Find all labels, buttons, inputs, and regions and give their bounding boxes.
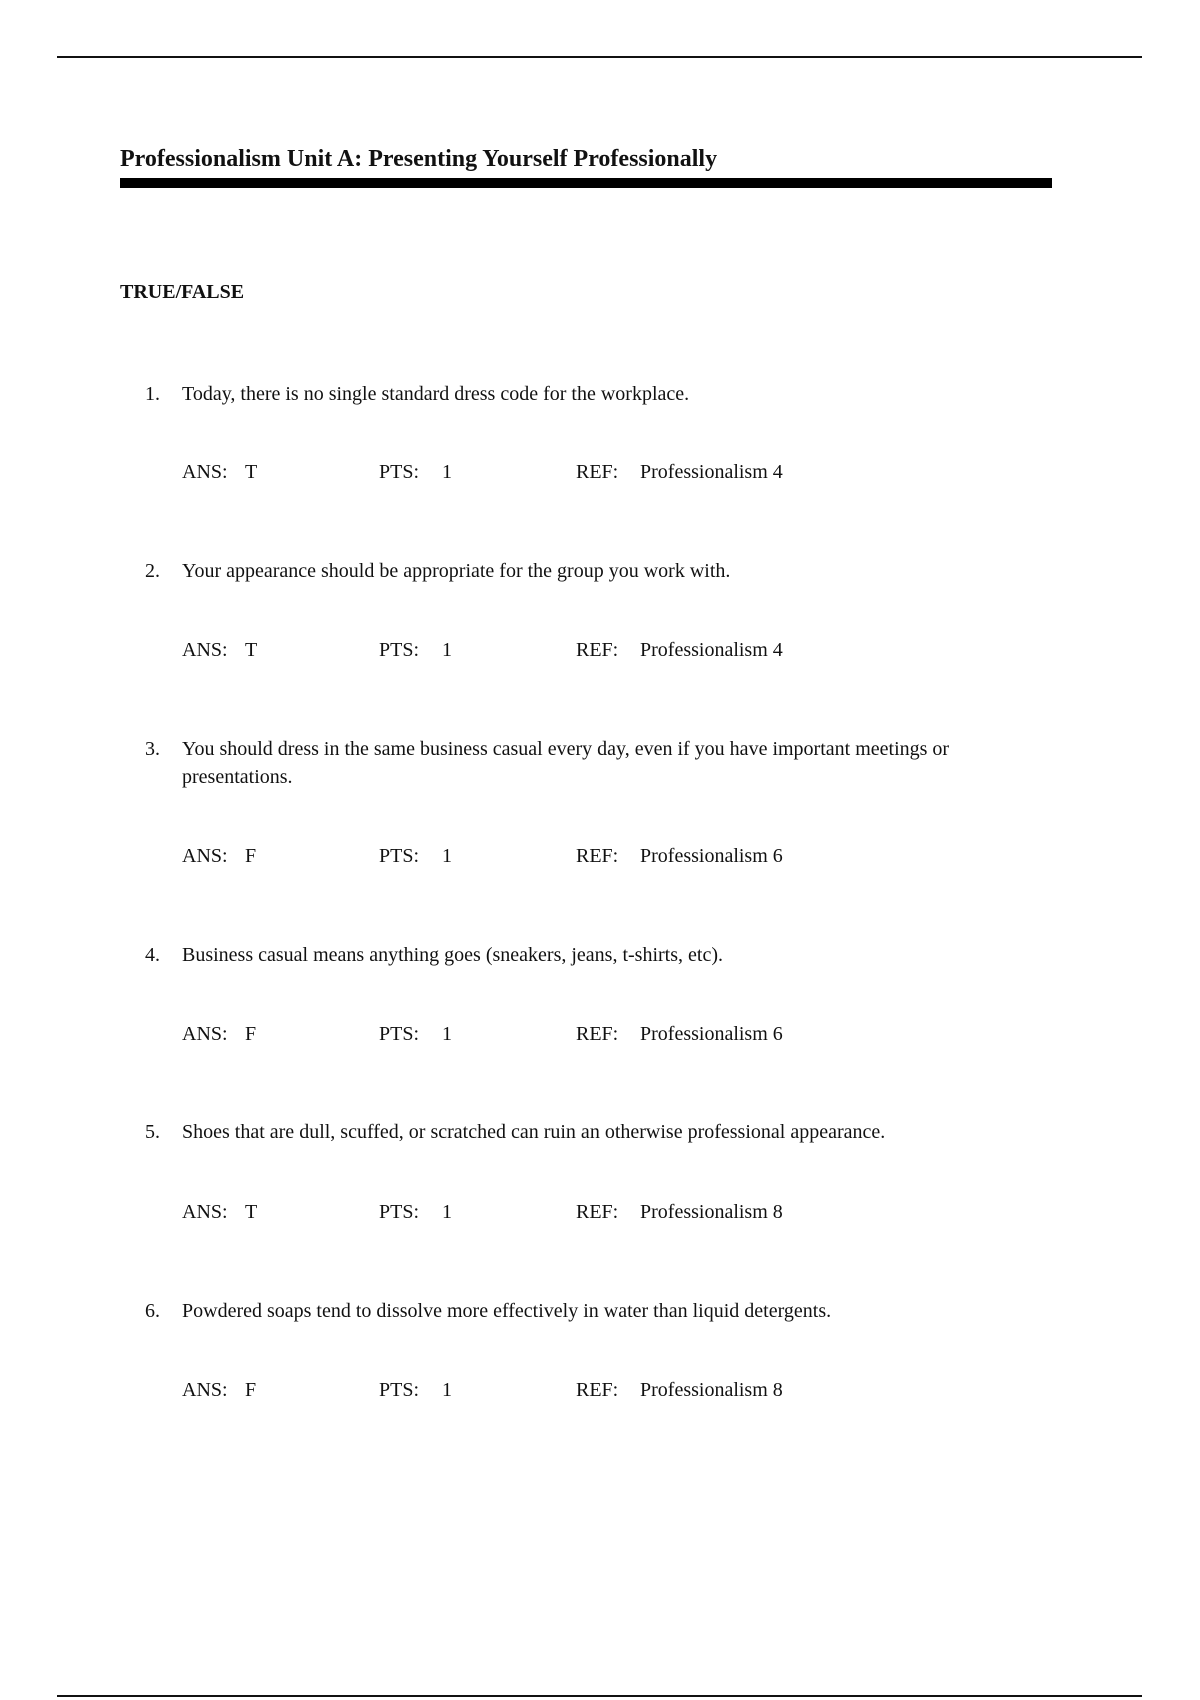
pts-value: 1 <box>442 1023 452 1045</box>
question-number: 2. <box>145 560 160 582</box>
ans-value: T <box>245 639 258 661</box>
ans-label: ANS: <box>182 1201 228 1223</box>
question-number: 6. <box>145 1300 160 1322</box>
pts-value: 1 <box>442 639 452 661</box>
question-text: Business casual means anything goes (sneakers, jeans, t-shirts, etc). <box>182 944 723 966</box>
pts-value: 1 <box>442 1201 452 1223</box>
ref-label: REF: <box>576 639 619 661</box>
ref-label: REF: <box>576 461 619 483</box>
pts-label: PTS: <box>379 639 420 661</box>
pts-value: 1 <box>442 1379 452 1401</box>
ref-value: Professionalism 4 <box>640 639 783 661</box>
ref-value: Professionalism 6 <box>640 845 783 867</box>
ref-value: Professionalism 4 <box>640 461 783 483</box>
section-heading: TRUE/FALSE <box>120 281 245 303</box>
ans-label: ANS: <box>182 461 228 483</box>
question-text: Your appearance should be appropriate for the group you work with. <box>182 560 731 582</box>
pts-label: PTS: <box>379 461 420 483</box>
pts-value: 1 <box>442 845 452 867</box>
question-number: 5. <box>145 1121 160 1143</box>
ans-value: F <box>245 1023 257 1045</box>
question-text: Today, there is no single standard dress code for the workplace. <box>182 383 690 405</box>
ref-value: Professionalism 8 <box>640 1201 783 1223</box>
ans-label: ANS: <box>182 1023 228 1045</box>
pts-label: PTS: <box>379 1201 420 1223</box>
ref-value: Professionalism 6 <box>640 1023 783 1045</box>
ref-label: REF: <box>576 1379 619 1401</box>
question-text: You should dress in the same business casual every day, even if you have important meetings or presentations. <box>182 738 950 788</box>
question-number: 1. <box>145 383 160 405</box>
question-text: Powdered soaps tend to dissolve more effectively in water than liquid detergents. <box>182 1300 832 1322</box>
ans-value: T <box>245 1201 258 1223</box>
ans-label: ANS: <box>182 845 228 867</box>
ref-label: REF: <box>576 845 619 867</box>
question-number: 3. <box>145 738 160 760</box>
ans-value: T <box>245 461 258 483</box>
pts-label: PTS: <box>379 1379 420 1401</box>
page-title: Professionalism Unit A: Presenting Yourself Professionally <box>120 146 718 172</box>
ans-value: F <box>245 1379 257 1401</box>
question-text: Shoes that are dull, scuffed, or scratched can ruin an otherwise professional appearance. <box>182 1121 886 1143</box>
ref-value: Professionalism 8 <box>640 1379 783 1401</box>
ref-label: REF: <box>576 1023 619 1045</box>
pts-label: PTS: <box>379 1023 420 1045</box>
question-number: 4. <box>145 944 160 966</box>
pts-label: PTS: <box>379 845 420 867</box>
ans-label: ANS: <box>182 639 228 661</box>
bottom-rule <box>57 1695 1142 1697</box>
pts-value: 1 <box>442 461 452 483</box>
ans-value: F <box>245 845 257 867</box>
ref-label: REF: <box>576 1201 619 1223</box>
ans-label: ANS: <box>182 1379 228 1401</box>
